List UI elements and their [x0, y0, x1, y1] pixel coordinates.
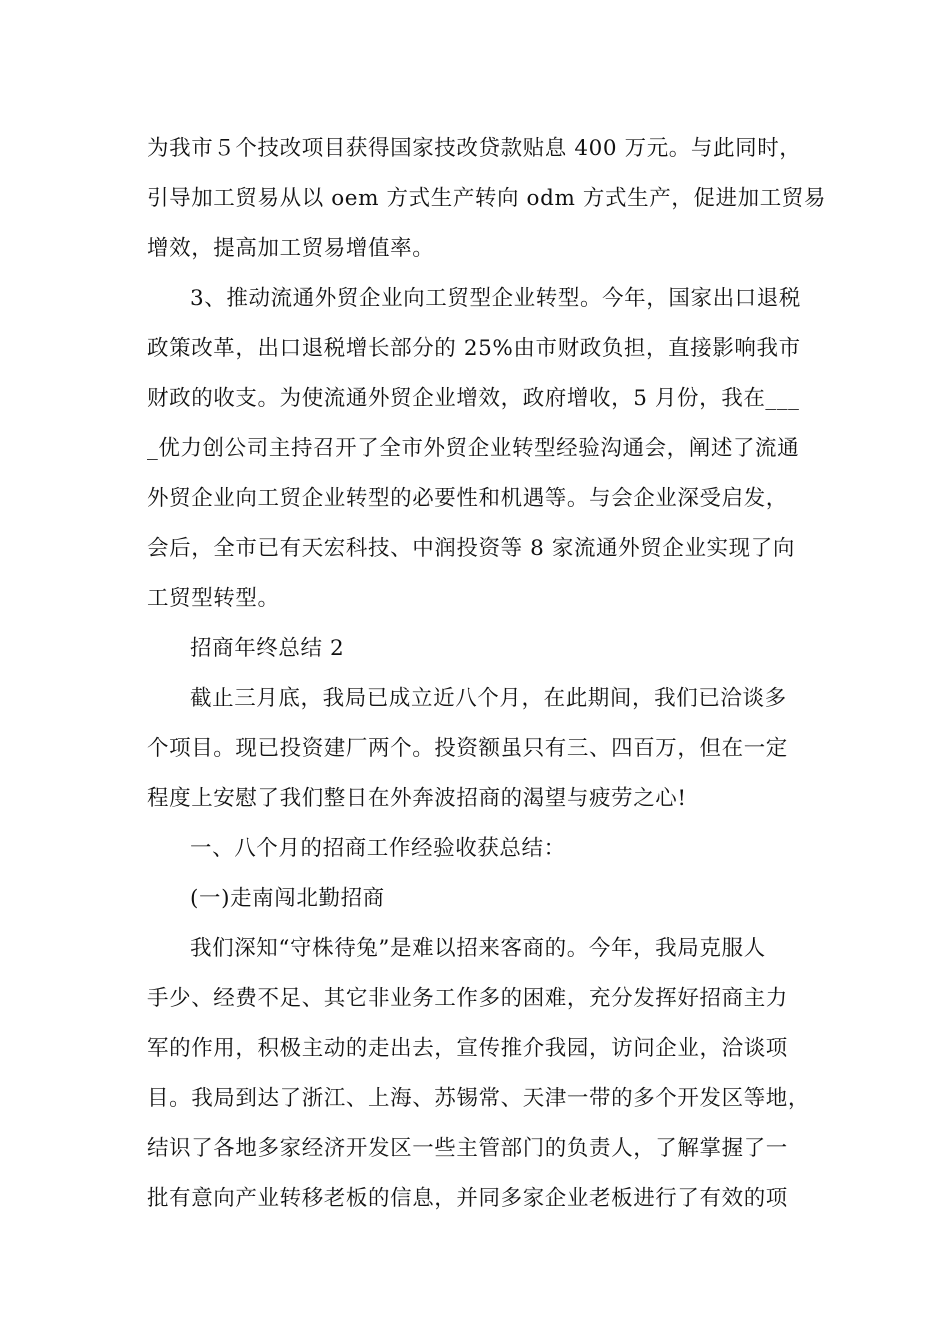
paragraph-first-line: 我们深知“守株待兔”是难以招来客商的。今年，我局克服人	[190, 936, 766, 961]
body-text-line: 外贸企业向工贸企业转型的必要性和机遇等。与会企业深受启发，	[147, 486, 788, 511]
body-text-line: 结识了各地多家经济开发区一些主管部门的负责人，了解掌握了一	[147, 1136, 788, 1161]
body-text-line: 财政的收支。为使流通外贸企业增效，政府增收，5 月份，我在___	[147, 386, 800, 411]
body-text-line: 程度上安慰了我们整日在外奔波招商的渴望与疲劳之心!	[147, 786, 687, 811]
body-text-line: 军的作用，积极主动的走出去，宣传推介我园，访问企业，洽谈项	[147, 1036, 788, 1061]
body-text-line: _优力创公司主持召开了全市外贸企业转型经验沟通会，阐述了流通	[147, 436, 800, 461]
body-text-line: 政策改革，出口退税增长部分的 25%由市财政负担，直接影响我市	[147, 336, 801, 361]
section-heading: 招商年终总结 2	[190, 636, 345, 661]
body-text-line: 为我市５个技改项目获得国家技改贷款贴息 400 万元。与此同时，	[147, 136, 802, 161]
body-text-line: 会后，全市已有天宏科技、中润投资等 8 家流通外贸企业实现了向	[147, 536, 795, 561]
body-text-line: 个项目。现已投资建厂两个。投资额虽只有三、四百万，但在一定	[147, 736, 788, 761]
body-text-line: 批有意向产业转移老板的信息，并同多家企业老板进行了有效的项	[147, 1186, 788, 1211]
subheading: (一)走南闯北勤招商	[190, 886, 385, 911]
body-text-line: 增效，提高加工贸易增值率。	[147, 236, 435, 261]
paragraph-first-line: 3、推动流通外贸企业向工贸型企业转型。今年，国家出口退税	[190, 286, 801, 311]
body-text-line: 工贸型转型。	[147, 586, 280, 611]
body-text-line: 目。我局到达了浙江、上海、苏锡常、天津一带的多个开发区等地，	[147, 1086, 811, 1111]
paragraph-first-line: 截止三月底，我局已成立近八个月，在此期间，我们已洽谈多	[190, 686, 787, 711]
body-text-line: 手少、经费不足、其它非业务工作多的困难，充分发挥好招商主力	[147, 986, 788, 1011]
body-text-line: 引导加工贸易从以 oem 方式生产转向 odm 方式生产，促进加工贸易	[147, 186, 826, 211]
subheading: 一、八个月的招商工作经验收获总结：	[190, 836, 566, 861]
